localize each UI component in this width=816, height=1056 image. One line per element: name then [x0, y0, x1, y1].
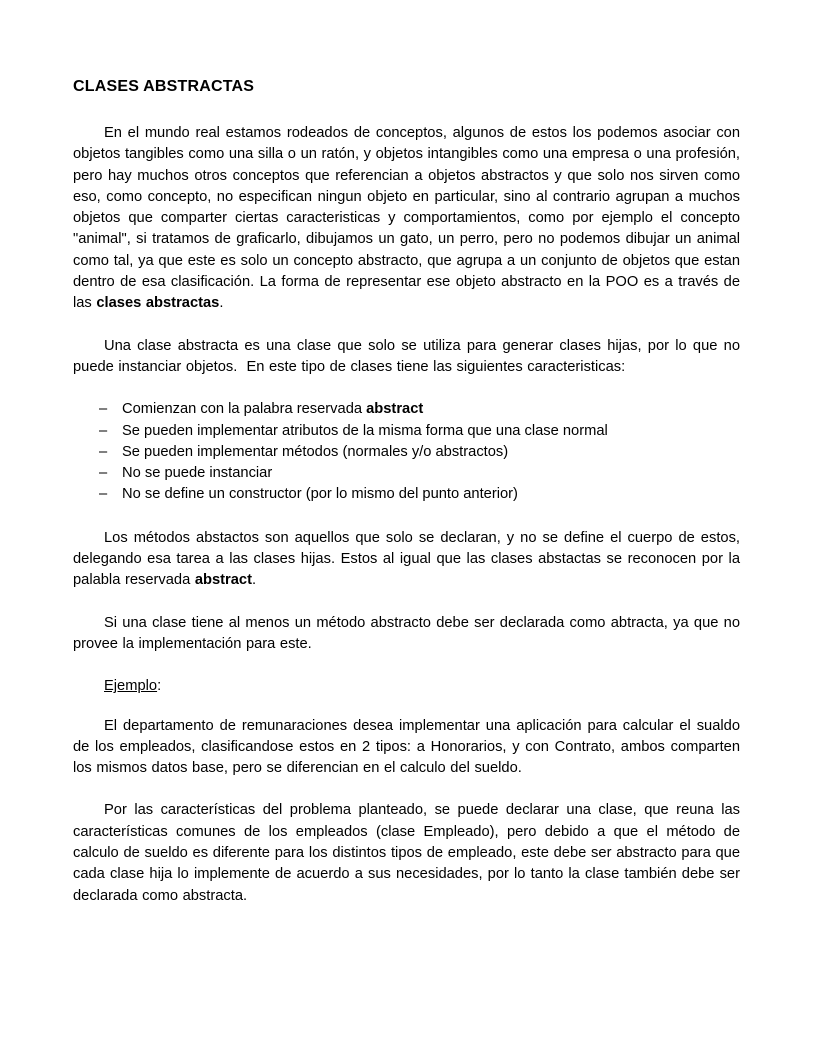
text-run: El departamento de remunaraciones desea implementar una aplicación para calcular el sualdo de los empleados, clasificandose estos en 2 tipos: a Honorarios, y con Contrato, ambos comparten los mismos datos base, pero se diferencian en el calculo del sueldo.: [73, 717, 740, 777]
text-run: .: [219, 295, 224, 312]
text-run: Una clase abstracta es una clase que solo se utiliza para generar clases hijas, por lo que no puede instanciar objetos. En este tipo de clases tiene las siguientes caracteristicas:: [73, 337, 740, 375]
example-colon: :: [157, 678, 162, 695]
text-run: Si una clase tiene al menos un método abstracto debe ser declarada como abtracta, ya que no provee la implementación para este.: [73, 614, 740, 652]
list-item: [99, 442, 740, 463]
text-run: No se puede instanciar: [122, 465, 273, 482]
list-item: [99, 484, 740, 505]
text-run: .: [252, 572, 257, 589]
text-run-bold: abstract: [366, 401, 424, 418]
text-run: Se pueden implementar métodos (normales y/o abstractos): [122, 443, 509, 460]
example-label: Ejemplo: [104, 678, 158, 695]
paragraph-intro: [73, 123, 740, 315]
characteristics-list: [73, 399, 740, 505]
page-title: CLASES ABSTRACTAS: [73, 78, 255, 95]
example-heading: [73, 676, 740, 697]
paragraph-example-description: [73, 716, 740, 780]
text-run-bold: clases abstractas: [96, 295, 220, 312]
text-run-bold: abstract: [194, 572, 252, 589]
text-run: Se pueden implementar atributos de la misma forma que una clase normal: [122, 422, 608, 439]
paragraph-abstract-methods: [73, 528, 740, 592]
paragraph-declaration-rule: [73, 613, 740, 656]
text-run: No se define un constructor (por lo mismo del punto anterior): [122, 486, 518, 503]
text-run: En el mundo real estamos rodeados de conceptos, algunos de estos los podemos asociar con objetos tangibles como una silla o un ratón, y objetos intangibles como una empresa o una profesión, pero hay muchos otros conceptos que referencian a objetos abstractos y que solo nos sirven como eso, como concepto, no especifican ningun objeto en particular, sino al contrario agrupan a muchos objetos que comparter ciertas caracteristicas y comportamientos, como por ejemplo el concepto "animal", si tratamos de graficarlo, dibujamos un gato, un perro, pero no podemos dibujar un animal como tal, ya que este es solo un concepto abstracto, que agrupa a un conjunto de objetos que estan dentro de esa clasificación. La forma de representar ese objeto abstracto en la POO es a través de las: [73, 125, 740, 312]
list-item: [99, 399, 740, 420]
text-run: Comienzan con la palabra reservada: [122, 401, 367, 418]
list-item: [99, 463, 740, 484]
list-item: [99, 421, 740, 442]
paragraph-definition: [73, 336, 740, 379]
paragraph-conclusion: [73, 800, 740, 906]
text-run: Los métodos abstactos son aquellos que solo se declaran, y no se define el cuerpo de estos, delegando esa tarea a las clases hijas. Estos al igual que las clases abstactas se reconocen por la palabla reservada: [73, 529, 740, 589]
text-run: Por las características del problema planteado, se puede declarar una clase, que reuna las características comunes de los empleados (clase Empleado), pero debido a que el método de calculo de sueldo es diferente para los distintos tipos de empleado, este debe ser abstracto para que cada clase hija lo implemente de acuerdo a sus necesidades, por lo tanto la clase también debe ser declarada como abstracta.: [73, 802, 740, 904]
